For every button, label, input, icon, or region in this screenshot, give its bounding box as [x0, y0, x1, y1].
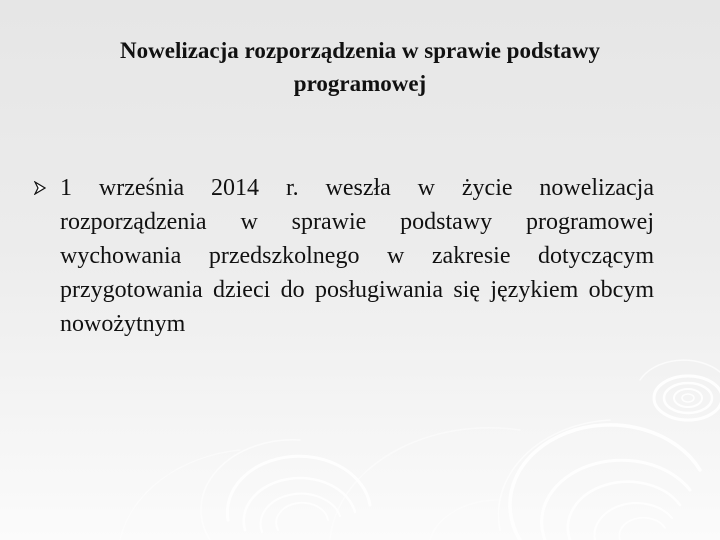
slide-title — [40, 34, 680, 100]
arrow-bullet-icon — [34, 181, 46, 195]
bullet-text: 1 września 2014 r. weszła w życie nowelizacja rozporządzenia w sprawie podstawy programowej wychowania przedszkolnego w zakresie dotyczącym przygotowania dzieci do posługiwania się językiem obcym nowożytnym — [60, 175, 654, 337]
bullet-list — [34, 171, 654, 341]
title-line-2: programowej — [293, 71, 427, 96]
title-line-1: Nowelizacja rozporządzenia w sprawie podstawy — [120, 38, 600, 63]
list-item — [34, 171, 654, 341]
